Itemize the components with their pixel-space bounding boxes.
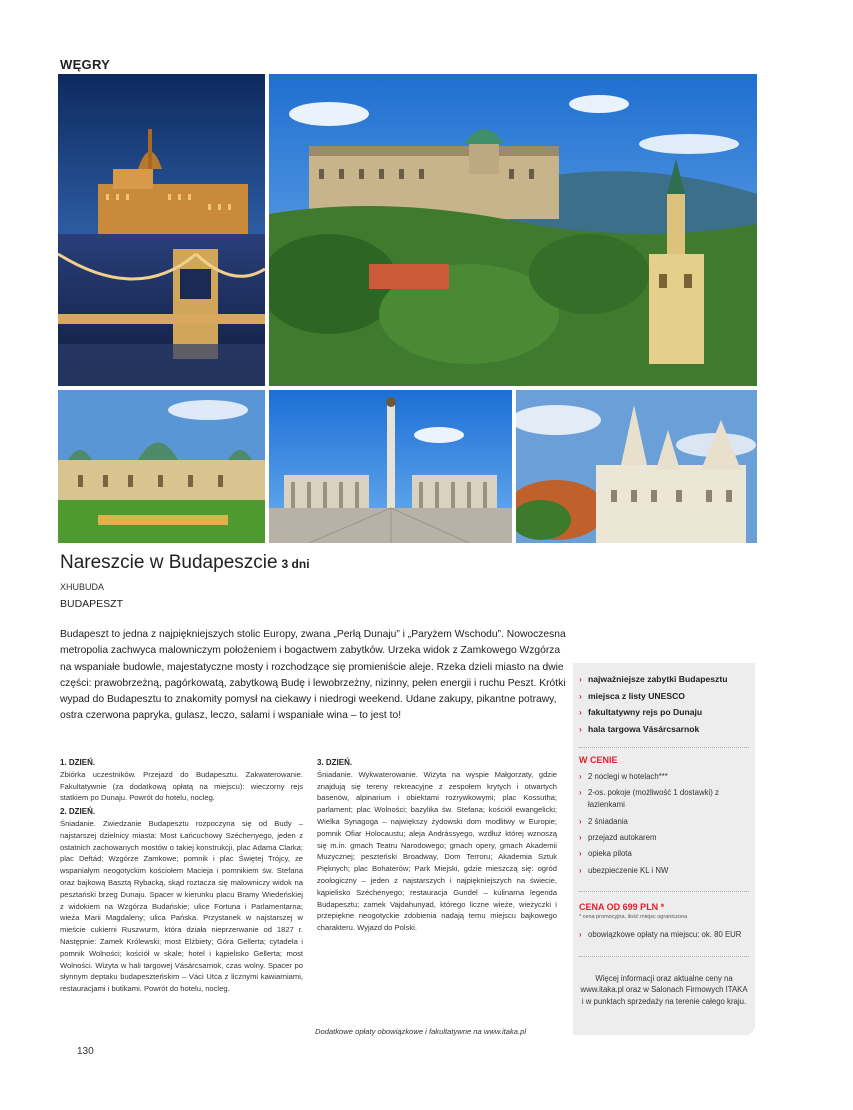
divider	[579, 891, 749, 892]
list-item: › przejazd autokarem	[579, 832, 657, 842]
more-info: Więcej informacji oraz aktualne ceny na www.itaka.pl oraz w Salonach Firmowych ITAKA i w punktach sprzedaży na terenie całego kraju.	[580, 974, 748, 1006]
list-item: › 2 noclegi w hotelach***	[579, 772, 668, 781]
list-item: › obowiązkowe opłaty na miejscu: ok. 80 EUR	[579, 930, 742, 939]
price-heading: CENA OD 699 PLN *	[579, 902, 665, 912]
day-1-text: Zbiórka uczestników. Przejazd do Budapesztu. Zakwaterowanie. Fakultatywnie (za dodatkową opłatą na miejscu): wieczorny rejs statkiem po Dunaju. Powrót do hotelu, nocleg.	[60, 769, 303, 803]
photo-fishermens-bastion	[516, 390, 757, 543]
divider	[579, 956, 749, 957]
list-item: › hala targowa Vásárcsarnok	[579, 721, 727, 738]
tour-intro: Budapeszt to jedna z najpiękniejszych stolic Europy, zwana „Perłą Dunaju” i „Paryżem Wschodu”. Nowoczesna metropolia zachwyca malowniczym położeniem i bogactwem zabytków. Urzeka widok z Zamkowego Wzgórza na wspaniałe budowle, majestatyczne mosty i rozchodzące się promieniście aleje. Rzeka dzieli miasto na dwie części: prawobrzeżną, pagórkowatą, zabytkową Budę i lewobrzeżny, nizinny, pełen energii i ruchu Peszt. Krótki wypad do Budapesztu to znakomity pomysł na ciekawy i niedrogi weekend. Udane zakupy, pikantne potrawy, ostra czerwona papryka, gulasz, leczo, salami i wspaniałe wina – to jest to!	[60, 629, 566, 722]
chevron-right-icon: ›	[579, 674, 582, 684]
price-note: * cena promocyjna, ilość miejsc ograniczona	[579, 914, 688, 920]
chevron-right-icon: ›	[579, 849, 582, 859]
country-heading: WĘGRY	[60, 57, 111, 72]
mandatory-fees-list	[579, 929, 741, 941]
page-number: 130	[77, 1046, 94, 1057]
included-list	[579, 771, 755, 881]
chevron-right-icon: ›	[579, 832, 582, 842]
photo-szechenyi-bath	[58, 390, 265, 543]
day-2-text: Śniadanie. Zwiedzanie Budapesztu rozpoczyna się od Budy – najstarszej dzielnicy miasta: Most Łańcuchowy Széchenyego, jeden z ostatnich zachowanych mostów o takiej konstrukcji, plac Adama Clarka; plac Deftád; Wzgórze Zamkowe; pomnik i plac Świętej Trójcy, ze wspaniałym neogotyckim kościołem Macieja i pomnikiem św. Stefana oraz bajkową Basztą Rybacką, skąd roztacza się malowniczy widok na pesztański brzeg Dunaju. Spacer w kierunku placu Bramy Wiedeńskiej z widokiem na Wzgórza Budańskie; ulice Fortuna i Parlamentarna; wieża Marii Magdaleny; ulica Pańska. Przystanek w najstarszej w mieście cukierni Ruszwurm, która działa nieprzerwanie od 1827 r. Następnie: Zamek Królewski; most Elżbiety; Góra Gellerta; cytadela i pomnik Wolności; kościół w skale; hotel i kąpielisko Gellerta; most Wolności. Wizyta w hali targowej Vásárcsarnok, czas wolny. Spacer po słynnym deptaku budapeszteńskim – Váci Utca z licznymi kawiarniami, restauracjami i butikami. Powrót do hotelu, nocleg.	[60, 818, 303, 994]
tour-title-text: Nareszcie w Budapeszcie	[60, 552, 278, 573]
photo-heroes-square	[269, 390, 512, 543]
list-item: › miejsca z listy UNESCO	[579, 688, 727, 705]
chevron-right-icon: ›	[579, 788, 582, 798]
highlights-list	[579, 671, 727, 737]
chevron-right-icon: ›	[579, 690, 582, 701]
chevron-right-icon: ›	[579, 816, 582, 826]
info-sidebar	[573, 663, 755, 1035]
day-1-heading: 1. DZIEŃ.	[60, 758, 96, 767]
list-item: › 2 śniadania	[579, 816, 628, 826]
chevron-right-icon: ›	[579, 930, 582, 939]
photo-buda-castle-panorama	[269, 74, 757, 386]
included-heading: W CENIE	[579, 755, 618, 765]
divider	[579, 747, 749, 748]
chevron-right-icon: ›	[579, 723, 582, 734]
program-column-left	[60, 757, 303, 997]
photo-parliament-chain-bridge	[58, 74, 265, 386]
list-item: › najważniejsze zabytki Budapesztu	[579, 671, 727, 688]
list-item: › 2-os. pokoje (możliwość 1 dostawki) z łazienkami	[579, 788, 719, 810]
list-item: › ubezpieczenie KL i NW	[579, 865, 669, 875]
tour-code: XHUBUDA	[60, 582, 105, 592]
day-3-heading: 3. DZIEŃ.	[317, 758, 353, 767]
chevron-right-icon: ›	[579, 865, 582, 875]
day-3-text: Śniadanie. Wykwaterowanie. Wizyta na wyspie Małgorzaty, gdzie znajdują się tereny rekreacyjne z zespołem krytych i otwartych basenów, alpinarium i obiektami rozrywkowymi; plac Kossutha; parlament; plac Wolności; bazylika św. Stefana; kościół ewangelicki; Wielka Synagoga – największy żydowski dom modlitwy w Europie; pomnik Ofiar Holocaustu; aleja Andrássyego, wzdłuż której wznoszą się m.in. gmach Teatru Narodowego; gmach opery, gmach Akademii Muzycznej; peszteński Broadway, Dom Terroru; Akademia Sztuk Pięknych; plac Bohaterów; Park Miejski, gdzie mieszczą się: ogród zoologiczny – jeden z najstarszych i najpiękniejszych na świecie, kąpielisko Széchenyego; restauracja Gundel – kulinarna legenda Budapesztu; zamek Vajdahunyad, którego liczne wieże, wieżyczki i przepiękne neogotyckie zdobienia nadają temu miejscu bajkowego charakteru. Wyjazd do Polski.	[317, 769, 557, 933]
tour-title	[60, 552, 310, 574]
chevron-right-icon: ›	[579, 707, 582, 717]
day-2-heading: 2. DZIEŃ.	[60, 807, 96, 817]
list-item: › opieka pilota	[579, 849, 632, 859]
tour-city: BUDAPESZT	[60, 598, 124, 610]
program-column-right	[317, 757, 557, 936]
list-item: › fakultatywny rejs po Dunaju	[579, 704, 727, 721]
tour-duration: 3 dni	[281, 557, 310, 571]
chevron-right-icon: ›	[579, 772, 582, 781]
fees-footnote: Dodatkowe opłaty obowiązkowe i fakultatywne na www.itaka.pl	[315, 1027, 527, 1036]
